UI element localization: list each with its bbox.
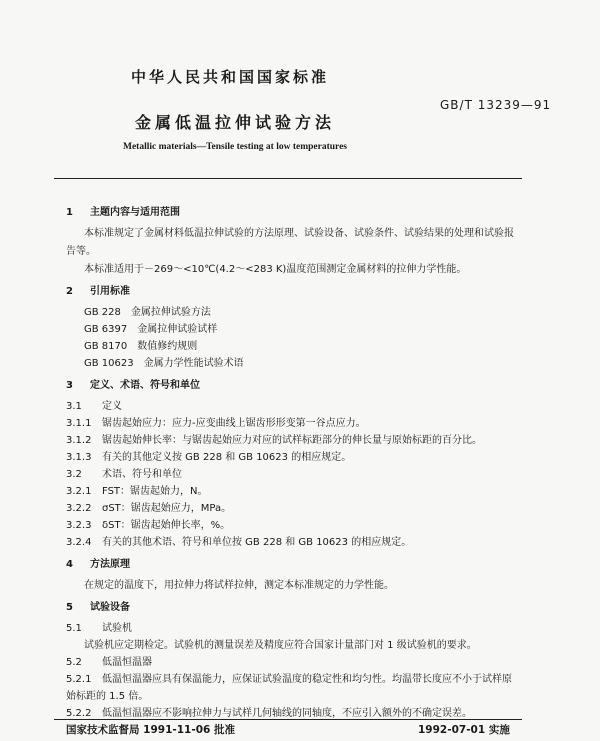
subsection-5-2-heading: 5.2 低温恒温器 <box>66 657 152 668</box>
national-standard-heading: 中华人民共和国国家标准 <box>130 68 329 86</box>
reference-item: GB 6397 金属拉伸试验试样 <box>84 324 218 335</box>
clause-5-2-1-cont: 始标距的 1.5 倍。 <box>66 691 149 702</box>
section-5-heading: 5 试验设备 <box>66 602 130 613</box>
clause-5-2-2: 5.2.2 低温恒温器应不影响拉伸力与试样几何轴线的同轴度，不应引入额外的不确定误差。 <box>66 704 472 719</box>
reference-item: GB 8170 数值修约规则 <box>84 341 198 352</box>
section-1-heading: 1 主题内容与适用范围 <box>66 207 180 218</box>
definition-item: 3.2.4 有关的其他术语、符号和单位按 GB 228 和 GB 10623 的相应规定。 <box>66 537 412 548</box>
document-title-cn: 金属低温拉伸试验方法 <box>134 113 335 132</box>
definition-item: 3.1.3 有关的其他定义按 GB 228 和 GB 10623 的相应规定。 <box>66 452 352 463</box>
section-2-heading: 2 引用标准 <box>66 286 130 297</box>
top-divider <box>54 178 522 179</box>
section-1-paragraph-2: 本标准适用于－269～<10℃(4.2～<283 K)温度范围测定金属材料的拉伸力学性能。 <box>84 264 467 275</box>
symbol-item: 3.2.3 δST：锯齿起始伸长率，%。 <box>66 520 231 531</box>
section-3-heading: 3 定义、术语、符号和单位 <box>66 380 200 391</box>
effective-date-line: 1992-07-01 实施 <box>418 724 510 736</box>
clause-5-2-1: 5.2.1 低温恒温器应具有保温能力，应保证试验温度的稳定性和均匀性。均温带长度应不小于试样原 <box>66 674 512 685</box>
document-title-en: Metallic materials—Tensile testing at low temperatures <box>123 142 347 152</box>
section-4-heading: 4 方法原理 <box>66 559 130 570</box>
definition-item: 3.1.1 锯齿起始应力：应力-应变曲线上锯齿形形变第一谷点应力。 <box>66 418 366 429</box>
bottom-divider <box>54 719 522 720</box>
reference-item: GB 10623 金属力学性能试验术语 <box>84 358 244 369</box>
definition-item: 3.1.2 锯齿起始伸长率：与锯齿起始应力对应的试样标距部分的伸长量与原始标距的百分比。 <box>66 435 482 446</box>
definition-item: 3.1 定义 <box>66 401 122 412</box>
subsection-5-1-paragraph: 试验机应定期检定。试验机的测量误差及精度应符合国家计量部门对 1 级试验机的要求。 <box>84 640 477 651</box>
symbol-item: 3.2.1 FST：锯齿起始力，N。 <box>66 486 208 497</box>
section-4-paragraph: 在规定的温度下，用拉伸力将试样拉伸，测定本标准规定的力学性能。 <box>84 580 394 591</box>
definition-item: 3.2 术语、符号和单位 <box>66 469 182 480</box>
reference-item: GB 228 金属拉伸试验方法 <box>84 307 211 318</box>
section-1-paragraph-1: 本标准规定了金属材料低温拉伸试验的方法原理、试验设备、试验条件、试验结果的处理和试验报 <box>84 228 514 239</box>
symbol-item: 3.2.2 σST：锯齿起始应力，MPa。 <box>66 503 232 514</box>
section-1-paragraph-1-cont: 告等。 <box>66 246 96 257</box>
approval-line: 国家技术监督局 1991-11-06 批准 <box>66 724 235 736</box>
standard-number: GB/T 13239—91 <box>440 98 552 112</box>
subsection-5-1-heading: 5.1 试验机 <box>66 623 132 634</box>
